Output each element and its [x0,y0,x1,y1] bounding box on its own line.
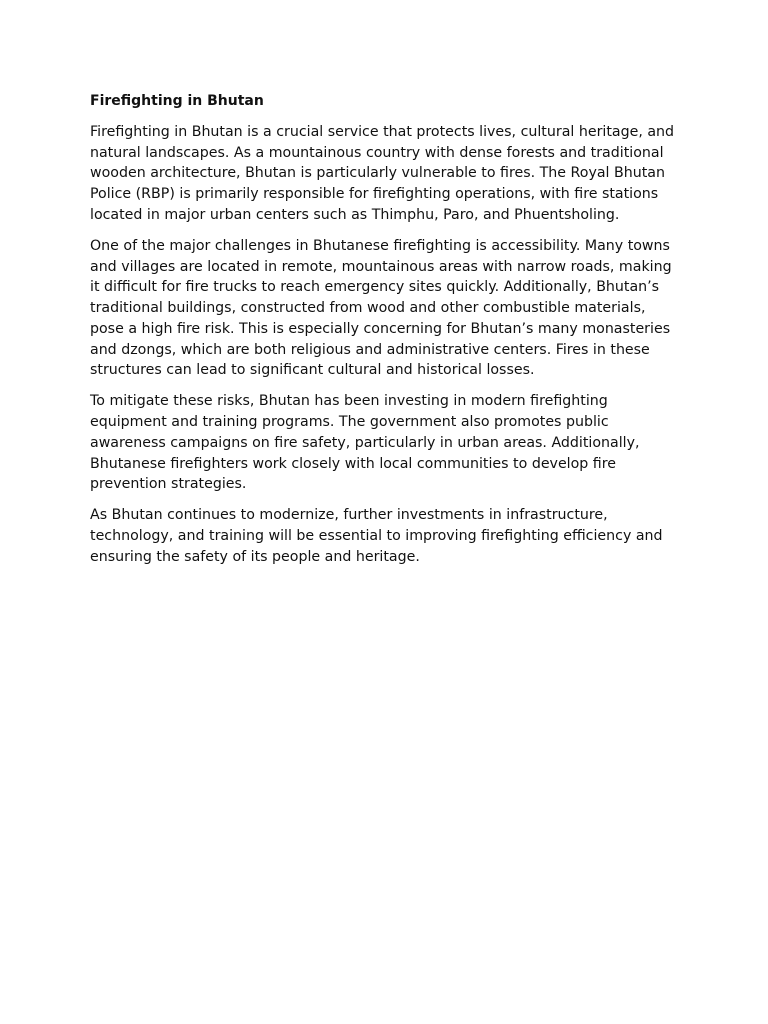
document-paragraph: As Bhutan continues to modernize, further investments in infrastructure, technology, and training will be essential to improving firefighting efficiency and ensuring the safety of its people and heritage. [90,507,663,565]
document-paragraph: Firefighting in Bhutan is a crucial service that protects lives, cultural heritage, and natural landscapes. As a mountainous country with dense forests and traditional wooden architecture, Bhutan is particularly vulnerable to fires. The Royal Bhutan Police (RBP) is primarily responsible for firefighting operations, with fire stations located in major urban centers such as Thimphu, Paro, and Phuentsholing. [90,124,675,223]
document-paragraph: One of the major challenges in Bhutanese firefighting is accessibility. Many towns and villages are located in remote, mountainous areas with narrow roads, making it difficult for fire trucks to reach emergency sites quickly. Additionally, Bhutan’s traditional buildings, constructed from wood and other combustible materials, pose a high fire risk. This is especially concerning for Bhutan’s many monasteries and dzongs, which are both religious and administrative centers. Fires in these structures can lead to significant cultural and historical losses. [90,238,672,379]
document-title: Firefighting in Bhutan [90,93,264,109]
document-paragraph: To mitigate these risks, Bhutan has been investing in modern firefighting equipment and training programs. The government also promotes public awareness campaigns on fire safety, particularly in urban areas. Additionally, Bhutanese firefighters work closely with local communities to develop fire prevention strategies. [90,393,640,493]
document-page [90,91,680,578]
